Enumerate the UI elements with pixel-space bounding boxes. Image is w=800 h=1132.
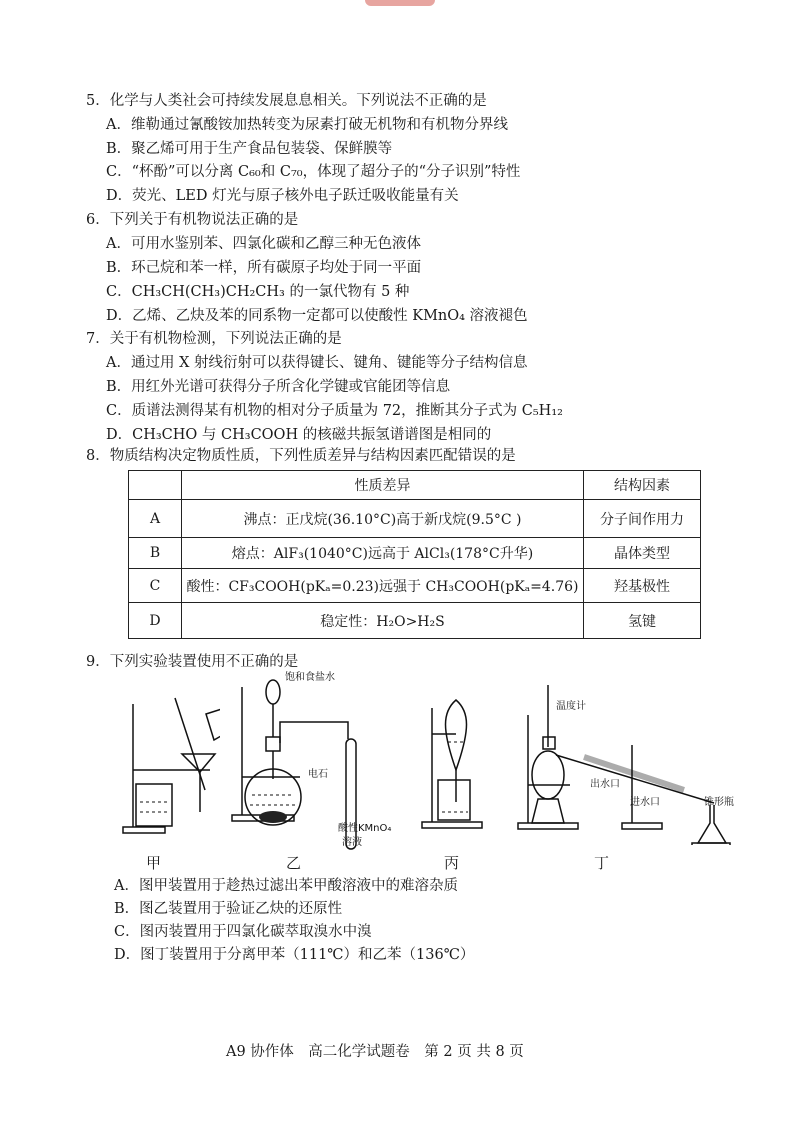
question-9-option-b: B．图乙装置用于验证乙炔的还原性: [114, 901, 343, 917]
table-cell: 稳定性：H₂O>H₂S: [182, 603, 584, 639]
question-5-stem: 5．化学与人类社会可持续发展息息相关。下列说法不正确的是: [86, 93, 487, 109]
table-cell: 分子间作用力: [584, 500, 701, 538]
question-6-stem: 6．下列关于有机物说法正确的是: [86, 212, 299, 228]
question-8-table: [128, 470, 701, 639]
table-cell: 沸点：正戊烷(36.10°C)高于新戊烷(9.5°C ): [182, 500, 584, 538]
question-9-option-c: C．图丙装置用于四氯化碳萃取溴水中溴: [114, 924, 372, 940]
table-row: [129, 569, 701, 603]
table-row: [129, 538, 701, 569]
water-inlet-label: 进水口: [630, 797, 660, 808]
solution-label: 溶液: [342, 837, 362, 848]
question-6-option-c: C．CH₃CH(CH₃)CH₂CH₃ 的一氯代物有 5 种: [106, 284, 410, 300]
question-9-stem: 9．下列实验装置使用不正确的是: [86, 654, 299, 670]
table-cell: B: [129, 538, 182, 569]
question-6-option-b: B．环己烷和苯一样，所有碳原子均处于同一平面: [106, 260, 422, 276]
table-cell: A: [129, 500, 182, 538]
question-7-option-d: D．CH₃CHO 与 CH₃COOH 的核磁共振氢谱谱图是相同的: [106, 427, 492, 443]
table-header-cell: [129, 471, 182, 500]
question-7-option-b: B．用红外光谱可获得分子所含化学键或官能团等信息: [106, 379, 451, 395]
question-5-option-d: D．荧光、LED 灯光与原子核外电子跃迁吸收能量有关: [106, 188, 459, 204]
distillation-apparatus-figure: [514, 675, 744, 845]
table-header-row: [129, 471, 701, 500]
question-8-stem: 8．物质结构决定物质性质，下列性质差异与结构因素匹配错误的是: [86, 448, 516, 464]
question-6-option-d: D．乙烯、乙炔及苯的同系物一定都可以使酸性 KMnO₄ 溶液褪色: [106, 308, 528, 324]
calcium-carbide-label: 电石: [308, 769, 328, 780]
table-cell: 羟基极性: [584, 569, 701, 603]
acetylene-apparatus-figure: [230, 667, 410, 857]
figure-label-yi: 乙: [286, 854, 302, 872]
filtration-apparatus-figure: [120, 672, 220, 842]
red-stamp-fragment: [365, 0, 435, 6]
table-row: [129, 603, 701, 639]
table-header-cell: 性质差异: [182, 471, 584, 500]
table-cell: 氢键: [584, 603, 701, 639]
table-cell: 晶体类型: [584, 538, 701, 569]
page-footer: A9 协作体 高二化学试题卷 第 2 页 共 8 页: [226, 1044, 524, 1060]
question-7-stem: 7．关于有机物检测，下列说法正确的是: [86, 331, 342, 347]
table-cell: 酸性：CF₃COOH(pKₐ=0.23)远强于 CH₃COOH(pKₐ=4.76): [182, 569, 584, 603]
table-header-cell: 结构因素: [584, 471, 701, 500]
table-cell: D: [129, 603, 182, 639]
question-7-option-a: A．通过用 X 射线衍射可以获得键长、键角、键能等分子结构信息: [106, 355, 528, 371]
table-cell: C: [129, 569, 182, 603]
question-7-option-c: C．质谱法测得某有机物的相对分子质量为 72，推断其分子式为 C₅H₁₂: [106, 403, 563, 419]
question-9-option-a: A．图甲装置用于趁热过滤出苯甲酸溶液中的难溶杂质: [114, 878, 458, 894]
thermometer-label: 温度计: [556, 701, 586, 712]
water-outlet-label: 出水口: [590, 779, 620, 790]
question-5-option-a: A．维勒通过氰酸铵加热转变为尿素打破无机物和有机物分界线: [106, 117, 508, 133]
question-9-option-d: D．图丁装置用于分离甲苯（111℃）和乙苯（136℃）: [114, 947, 475, 963]
brine-label: 饱和食盐水: [285, 672, 335, 683]
conical-flask-label: 锥形瓶: [704, 797, 734, 808]
table-row: [129, 500, 701, 538]
extraction-apparatus-figure: [420, 672, 500, 842]
question-5-option-b: B．聚乙烯可用于生产食品包装袋、保鲜膜等: [106, 141, 393, 157]
question-5-option-c: C．“杯酚”可以分离 C₆₀和 C₇₀，体现了超分子的“分子识别”特性: [106, 164, 521, 180]
table-cell: 熔点：AlF₃(1040°C)远高于 AlCl₃(178°C升华): [182, 538, 584, 569]
figure-label-ding: 丁: [594, 854, 610, 872]
figure-label-jia: 甲: [146, 854, 162, 872]
figure-label-bing: 丙: [444, 854, 460, 872]
kmno4-label: 酸性KMnO₄: [338, 823, 392, 834]
question-6-option-a: A．可用水鉴别苯、四氯化碳和乙醇三种无色液体: [106, 236, 421, 252]
